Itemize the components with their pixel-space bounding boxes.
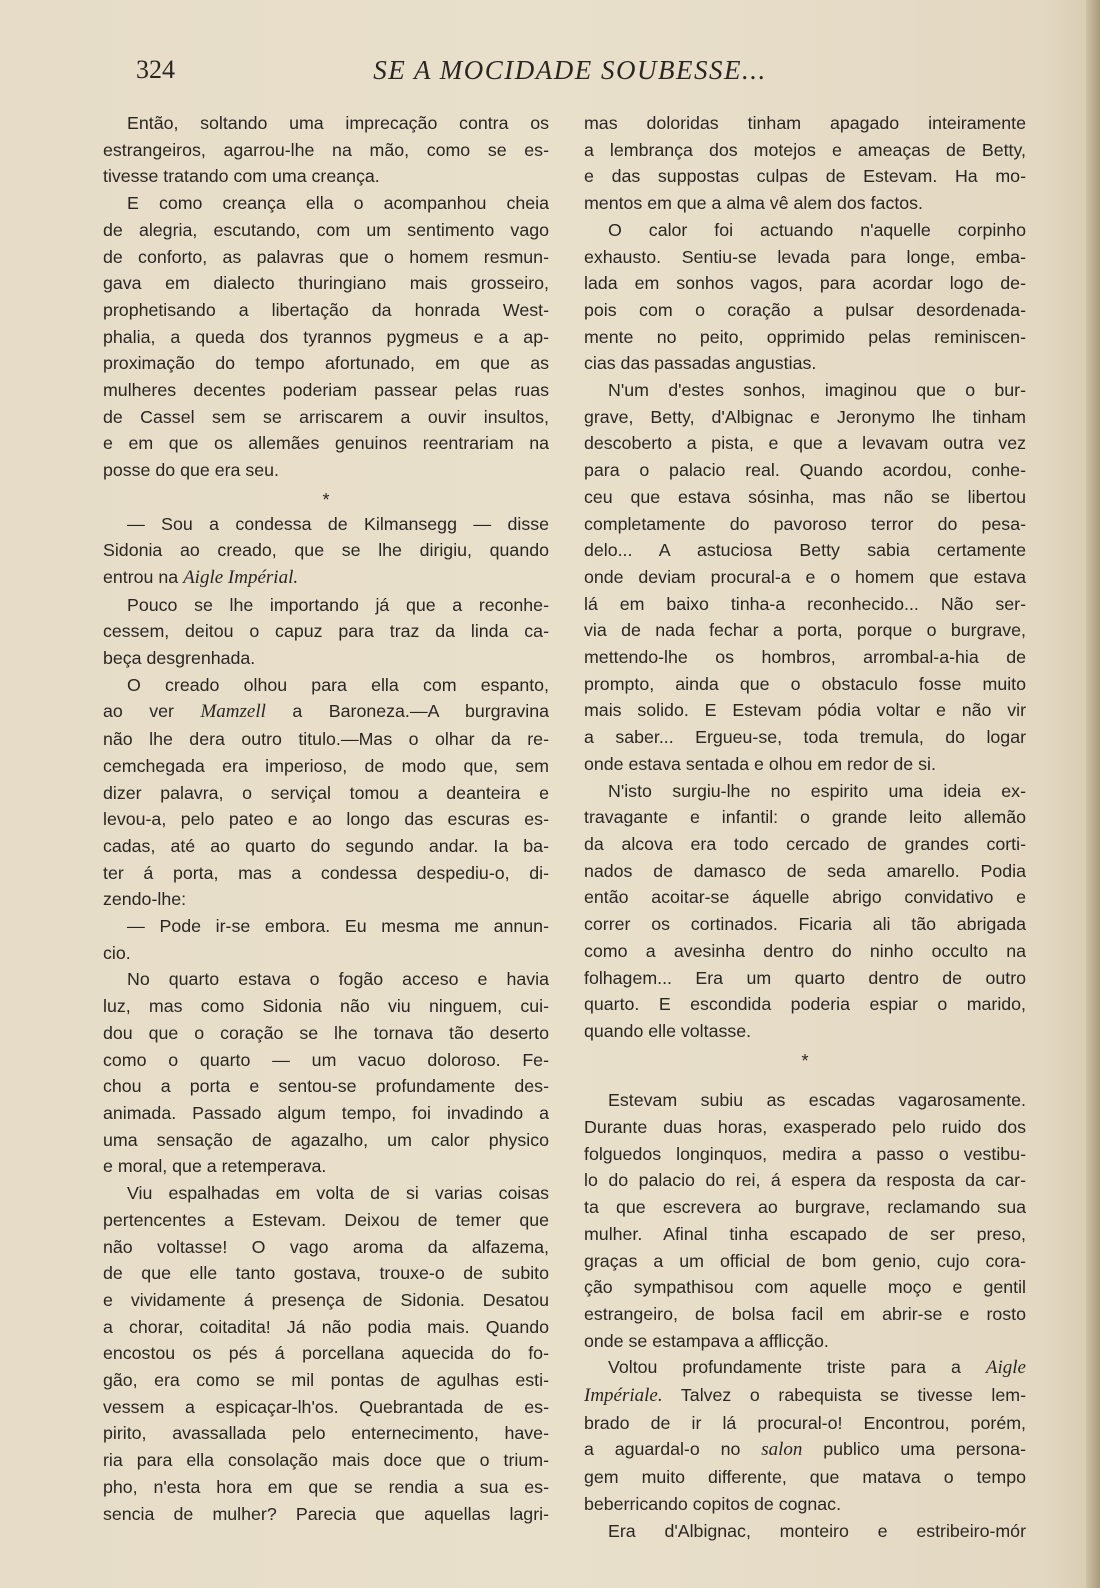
text-line <box>103 940 549 967</box>
text-line <box>103 350 549 377</box>
text-run: tivesse tratando com uma creança. <box>103 166 380 187</box>
text-run: ria para ella consolação mais doce que o trium- <box>103 1450 549 1471</box>
right-column <box>584 110 1026 1544</box>
text-line <box>584 350 1026 377</box>
text-run: descoberto a pista, e que a levavam outra vez <box>584 433 1026 454</box>
text-run: para o palacio real. Quando acordou, conhe- <box>584 460 1026 481</box>
text-run: gava em dialecto thuringiano mais grosseiro, <box>103 273 549 294</box>
text-run: E como creança ella o acompanhou cheia <box>127 193 549 214</box>
text-line <box>584 965 1026 992</box>
text-line <box>584 697 1026 724</box>
text-run: beça desgrenhada. <box>103 648 256 669</box>
text-run: encostou os pés á porcellana aquecida do fo- <box>103 1343 549 1364</box>
text-line <box>584 644 1026 671</box>
text-line <box>584 1328 1026 1355</box>
text-line <box>103 1501 549 1528</box>
text-line <box>103 698 549 726</box>
text-line <box>584 1248 1026 1275</box>
text-line <box>584 991 1026 1018</box>
text-line <box>584 1141 1026 1168</box>
text-line <box>584 1410 1026 1437</box>
text-run: mettendo-lhe os hombros, arrombal-a-hia de <box>584 647 1026 668</box>
text-run: dou que o coração se lhe tornava tão deserto <box>103 1022 549 1043</box>
text-run: sencia de mulher? Parecia que aquellas lagri- <box>103 1503 549 1524</box>
text-run: exhausto. Sentiu-se levada para longe, emba- <box>584 246 1026 267</box>
text-line <box>584 564 1026 591</box>
text-line <box>584 591 1026 618</box>
text-line <box>103 1153 549 1180</box>
text-run: proximação do tempo afortunado, em que as <box>103 353 549 374</box>
text-run: Então, soltando uma imprecação contra os <box>127 113 549 133</box>
text-run: vessem a espicaçar-lh'os. Quebrantada de es- <box>103 1396 549 1417</box>
text-line <box>103 1234 549 1261</box>
text-line <box>103 672 549 699</box>
text-run: a lembrança dos motejos e ameaças de Betty, <box>584 139 1026 160</box>
text-run: de alegria, escutando, com um sentimento vago <box>103 219 549 240</box>
text-line <box>103 377 549 404</box>
text-run: ção sympathisou com aquelle moço e gentil <box>584 1277 1026 1298</box>
text-run: estrangeiros, agarrou-lhe na mão, como se es- <box>103 139 549 160</box>
text-run: não lhe dera outro titulo.—Mas o olhar da re- <box>103 729 549 750</box>
spacer <box>584 1071 1026 1087</box>
text-line <box>103 1474 549 1501</box>
text-line <box>103 1047 549 1074</box>
text-run: Viu espalhadas em volta de si varias coisas <box>127 1183 549 1204</box>
text-run: delo... A astuciosa Betty sabia certamente <box>584 540 1026 561</box>
text-run: lo do palacio do rei, á espera da resposta da car- <box>584 1170 1026 1191</box>
text-run: e vividamente á presença de Sidonia. Desatou <box>103 1289 549 1310</box>
text-run: O creado olhou para ella com espanto, <box>127 674 549 695</box>
running-title: SE A MOCIDADE SOUBESSE... <box>373 55 767 85</box>
text-line <box>584 163 1026 190</box>
text-run: travagante e infantil: o grande leito allemão <box>584 807 1026 828</box>
text-line <box>584 270 1026 297</box>
text-run: cias das passadas angustias. <box>584 353 817 374</box>
text-line <box>103 244 549 271</box>
text-run: mulher. Afinal tinha escapado de ser preso, <box>584 1223 1026 1244</box>
text-run: a saber... Ergueu-se, toda tremula, do logar <box>584 727 1026 748</box>
text-run: cemchegada era imperioso, de modo que, sem <box>103 755 549 776</box>
text-line <box>584 377 1026 404</box>
text-line <box>584 858 1026 885</box>
text-run: O calor foi actuando n'aquelle corpinho <box>608 219 1026 240</box>
text-run: quarto. E escondida poderia espiar o marido, <box>584 994 1026 1015</box>
text-line <box>103 1180 549 1207</box>
text-run: a aguardal-o no <box>584 1439 762 1460</box>
text-line <box>103 137 549 164</box>
text-line <box>584 430 1026 457</box>
text-run: nados de damasco de seda amarello. Podia <box>584 860 1026 881</box>
text-line <box>103 217 549 244</box>
italic-run: salon <box>761 1439 803 1461</box>
text-line <box>103 163 549 190</box>
text-run: — Sou a condessa de Kilmansegg — disse <box>127 513 549 534</box>
text-line <box>584 484 1026 511</box>
text-run: phalia, a queda dos tyrannos pygmeus e a ap- <box>103 326 549 347</box>
text-line <box>584 911 1026 938</box>
text-line <box>584 1518 1026 1545</box>
text-line <box>584 1301 1026 1328</box>
text-run: chou a porta e sentou-se profundamente des- <box>103 1076 549 1097</box>
text-run: lada em sonhos vagos, para acordar logo de- <box>584 273 1026 294</box>
text-line <box>584 1491 1026 1518</box>
section-break-asterisk: * <box>801 1050 809 1071</box>
text-line <box>103 270 549 297</box>
text-line <box>103 190 549 217</box>
text-run: pirito, avassallada pelo enternecimento, have- <box>103 1423 549 1444</box>
text-run: animada. Passado algum tempo, foi invadindo a <box>103 1103 549 1123</box>
text-line <box>584 537 1026 564</box>
left-column <box>103 110 549 1527</box>
text-run: onde se estampava a afflicção. <box>584 1330 829 1351</box>
text-run: e em que os allemães genuinos reentrariam na <box>103 433 549 454</box>
text-line <box>103 913 549 940</box>
page-edge-shadow <box>1086 0 1100 1588</box>
text-run: posse do que era seu. <box>103 460 279 481</box>
text-line <box>584 1382 1026 1410</box>
text-run: mulheres decentes poderiam passear pelas ruas <box>103 380 549 401</box>
text-line <box>584 217 1026 244</box>
text-run: Pouco se lhe importando já que a reconhe- <box>127 594 549 615</box>
text-line <box>584 404 1026 431</box>
text-run: grave, Betty, d'Albignac e Jeronymo lhe tinham <box>584 406 1026 427</box>
text-run: prophetisando a libertação da honrada West- <box>103 299 549 320</box>
italic-run: Aigle Impérial. <box>183 566 299 588</box>
text-run: mas doloridas tinham apagado inteiramente <box>584 113 1026 133</box>
text-line <box>584 110 1026 137</box>
text-run: cessem, deitou o capuz para traz da linda ca- <box>103 621 549 642</box>
text-line <box>103 404 549 431</box>
text-line <box>103 645 549 672</box>
text-line <box>103 753 549 780</box>
text-run: Durante duas horas, exasperado pelo ruido dos <box>584 1117 1026 1137</box>
text-line <box>103 1073 549 1100</box>
text-line <box>584 1221 1026 1248</box>
text-line <box>103 1020 549 1047</box>
text-run: então acoitar-se áquelle abrigo convidativo e <box>584 887 1026 908</box>
text-run: ao ver <box>103 701 201 722</box>
text-line <box>584 884 1026 911</box>
text-run: gem muito differente, que matava o tempo <box>584 1467 1026 1488</box>
text-line <box>584 1464 1026 1491</box>
text-run: cio. <box>103 942 131 963</box>
text-line <box>103 726 549 753</box>
text-line <box>103 537 549 564</box>
text-run: beberricando copitos de cognac. <box>584 1493 842 1514</box>
text-run: Era d'Albignac, monteiro e estribeiro-mór <box>608 1520 1026 1541</box>
text-run: brado de ir lá procural-o! Encontrou, porém, <box>584 1412 1026 1433</box>
text-line <box>584 1114 1026 1141</box>
text-run: Estevam subiu as escadas vagarosamente. <box>608 1090 1026 1111</box>
text-run: uma sensação de agazalho, um calor physico <box>103 1129 549 1150</box>
text-run: Voltou profundamente triste para a <box>608 1357 986 1378</box>
text-run: quando elle voltasse. <box>584 1020 752 1041</box>
text-line <box>584 831 1026 858</box>
italic-run: Aigle <box>985 1357 1026 1379</box>
text-line <box>103 1447 549 1474</box>
text-run: ceu que estava sósinha, mas não se libertou <box>584 486 1026 507</box>
text-run: luz, mas como Sidonia não viu ninguem, cui- <box>103 996 549 1017</box>
text-run: como o quarto — um vacuo doloroso. Fe- <box>103 1049 549 1070</box>
text-line <box>103 1207 549 1234</box>
text-run: prompto, ainda que o obstaculo fosse muito <box>584 673 1026 694</box>
text-line <box>103 780 549 807</box>
text-run: N'um d'estes sonhos, imaginou que o bur- <box>608 380 1026 401</box>
text-run: graças a um official de bom genio, cujo cora- <box>584 1250 1026 1271</box>
text-line <box>584 1087 1026 1114</box>
text-run: publico uma persona- <box>802 1439 1026 1460</box>
section-break-asterisk: * <box>322 489 330 510</box>
text-line <box>584 1018 1026 1045</box>
text-run: não voltasse! O vago aroma da alfazema, <box>103 1236 549 1257</box>
text-run: e das suppostas culpas de Estevam. Ha mo- <box>584 166 1026 187</box>
text-line <box>103 833 549 860</box>
text-line <box>584 778 1026 805</box>
page-header <box>100 55 1040 95</box>
text-run: pois com o coração a pulsar desordenada- <box>584 299 1026 320</box>
text-line <box>103 564 549 592</box>
text-run: e moral, que a retemperava. <box>103 1156 327 1177</box>
text-line <box>584 297 1026 324</box>
text-line <box>103 430 549 457</box>
text-line <box>103 1127 549 1154</box>
text-line <box>584 137 1026 164</box>
text-line <box>103 618 549 645</box>
text-run: de conforto, as palavras que o homem resmun- <box>103 246 549 267</box>
text-run: — Pode ir-se embora. Eu mesma me annun- <box>127 916 549 937</box>
text-line <box>103 592 549 619</box>
text-line <box>103 1314 549 1341</box>
text-line <box>103 1287 549 1314</box>
text-run: dizer palavra, o serviçal tomou a deanteira e <box>103 782 549 803</box>
text-line <box>103 966 549 993</box>
text-run: onde deviam procural-a e o homem que estava <box>584 566 1026 587</box>
text-run: cadas, até ao quarto do segundo andar. Ia ba- <box>103 835 549 856</box>
text-line <box>103 993 549 1020</box>
text-line <box>103 1260 549 1287</box>
text-run: zendo-lhe: <box>103 889 187 910</box>
text-run: Talvez o rabequista se tivesse lem- <box>662 1385 1026 1406</box>
text-run: pertencentes a Estevam. Deixou de temer que <box>103 1209 549 1230</box>
text-line <box>584 617 1026 644</box>
text-line <box>584 244 1026 271</box>
text-run: via de nada fechar a porta, porque o burgrave, <box>584 620 1026 641</box>
text-line <box>103 110 549 137</box>
text-line <box>103 806 549 833</box>
text-line <box>103 511 549 538</box>
text-line <box>584 190 1026 217</box>
text-run: completamente do pavoroso terror do pesa- <box>584 513 1026 534</box>
text-run: lá em baixo tinha-a reconhecido... Não ser- <box>584 593 1026 614</box>
text-run: Sidonia ao creado, que se lhe dirigiu, quando <box>103 540 549 561</box>
text-line <box>103 860 549 887</box>
text-run: mentos em que a alma vê alem dos factos. <box>584 193 923 214</box>
text-run: de que elle tanto gostava, trouxe-o de subito <box>103 1263 549 1284</box>
text-run: de Cassel sem se arriscarem a ouvir insultos, <box>103 406 549 427</box>
text-line <box>584 324 1026 351</box>
text-line <box>584 457 1026 484</box>
text-run: levou-a, pelo pateo e ao longo das escuras es- <box>103 809 549 830</box>
text-run: onde estava sentada e olhou em redor de si. <box>584 753 936 774</box>
text-run: folguedos longinquos, medira a passo o vestibu- <box>584 1143 1026 1164</box>
text-line <box>584 1436 1026 1464</box>
text-run: ta que escrevera ao burgrave, reclamando sua <box>584 1197 1026 1218</box>
text-line <box>103 886 549 913</box>
text-line <box>103 1394 549 1421</box>
text-line <box>584 511 1026 538</box>
text-line <box>103 1420 549 1447</box>
text-line <box>584 1274 1026 1301</box>
text-run: da alcova era todo cercado de grandes corti- <box>584 833 1026 854</box>
text-run: No quarto estava o fogão acceso e havia <box>127 969 549 990</box>
text-run: gão, era como se mil pontas de agulhas esti- <box>103 1370 549 1391</box>
text-run: estrangeiro, de bolsa facil em abrir-se e rosto <box>584 1303 1026 1324</box>
text-run: mais solido. E Estevam pódia voltar e não vir <box>584 700 1026 721</box>
text-line <box>584 1167 1026 1194</box>
text-run: a Baroneza.—A burgravina <box>265 701 549 722</box>
text-line <box>103 1100 549 1127</box>
text-run: mente no peito, opprimido pelas reminiscen- <box>584 326 1026 347</box>
italic-run: Impériale. <box>584 1385 663 1407</box>
text-run: N'isto surgiu-lhe no espirito uma ideia ex- <box>608 780 1026 801</box>
text-line <box>584 671 1026 698</box>
text-run: como a avesinha dentro do ninho occulto na <box>584 940 1026 961</box>
text-run: a chorar, coitadita! Já não podia mais. Quando <box>103 1316 549 1337</box>
text-run: correr os cortinados. Ficaria ali tão abrigada <box>584 914 1026 935</box>
italic-run: Mamzell <box>200 701 266 723</box>
text-line <box>103 1367 549 1394</box>
text-line <box>584 724 1026 751</box>
page-number: 324 <box>136 55 175 84</box>
text-run: ter á porta, mas a condessa despediu-o, di- <box>103 862 549 883</box>
text-line <box>584 751 1026 778</box>
text-run: entrou na <box>103 566 184 587</box>
text-line <box>103 297 549 324</box>
text-line <box>103 1340 549 1367</box>
text-line <box>584 804 1026 831</box>
text-line <box>103 324 549 351</box>
text-line <box>584 1354 1026 1382</box>
text-line <box>584 938 1026 965</box>
text-line <box>584 1194 1026 1221</box>
text-run: folhagem... Era um quarto dentro de outro <box>584 967 1026 988</box>
text-run: pho, n'esta hora em que se rendia a sua es- <box>103 1476 549 1497</box>
text-line <box>103 457 549 484</box>
